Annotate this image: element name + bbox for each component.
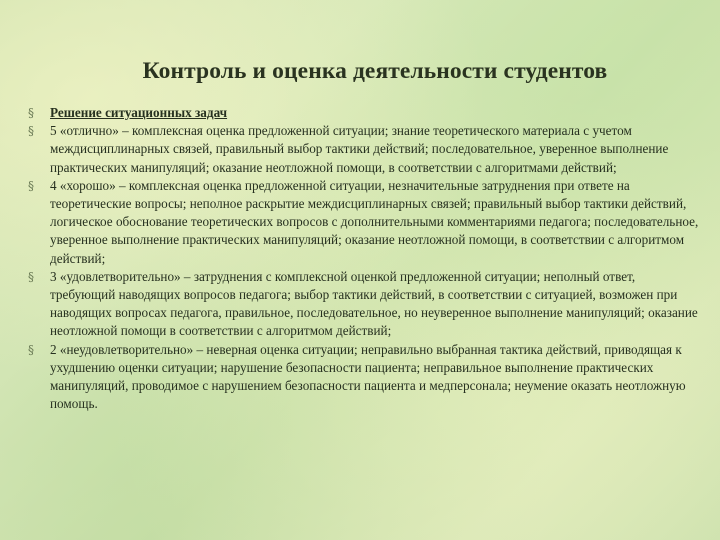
bullet-marker-icon: §: [28, 178, 34, 193]
bullet-marker-icon: §: [28, 342, 34, 357]
bullet-item-grade-5: [28, 122, 700, 177]
bullet-text-grade-3: 3 «удовлетворительно» – затруднения с комплексной оценкой предложенной ситуации; неполный ответ, требующий наводящих вопросов педагога; выбор тактики действий, в соответствии с ситуацией, возможен при наводящих вопросах педагога, правильное, последовательное, но неуверенное выполнение манипуляций; оказание неотложной помощи в соответствии с алгоритмом действий;: [50, 268, 698, 339]
bullet-list: [28, 104, 700, 413]
bullet-marker-icon: §: [28, 106, 34, 120]
bullet-marker-icon: §: [28, 124, 34, 139]
bullet-heading-text: Решение ситуационных задач: [50, 105, 228, 120]
bullet-item-heading: [28, 104, 700, 122]
slide-title: Контроль и оценка деятельности студентов: [142, 58, 608, 84]
bullet-text-grade-5: 5 «отлично» – комплексная оценка предложенной ситуации; знание теоретического материала с учетом междисциплинарных связей, правильный выбор тактики действий; последовательное, уверенное выполнение практических манипуляций; оказание неотложной помощи, в соответствии с алгоритмами действий;: [50, 123, 669, 175]
bullet-text-grade-4: 4 «хорошо» – комплексная оценка предложенной ситуации, незначительные затруднения при ответе на теоретические вопросы; неполное раскрытие междисциплинарных связей; правильный выбор тактики действий, логическое обоснование теоретических вопросов с дополнительными комментариями педагога; последовательное, уверенное выполнение практических манипуляций; оказание неотложной помощи, в соответствии с алгоритмом действий;: [50, 177, 699, 266]
bullet-marker-icon: §: [28, 269, 34, 284]
bullet-text-grade-2: 2 «неудовлетворительно» – неверная оценка ситуации; неправильно выбранная тактика действий, приводящая к ухудшению оценки ситуации; нарушение безопасности пациента; неправильное выполнение практических манипуляций, проводимое с нарушением безопасности пациента и медперсонала; неумение оказать неотложную помощь.: [50, 341, 686, 412]
bullet-item-grade-2: [28, 341, 700, 414]
bullet-item-grade-4: [28, 177, 700, 268]
bullet-item-grade-3: [28, 268, 700, 341]
